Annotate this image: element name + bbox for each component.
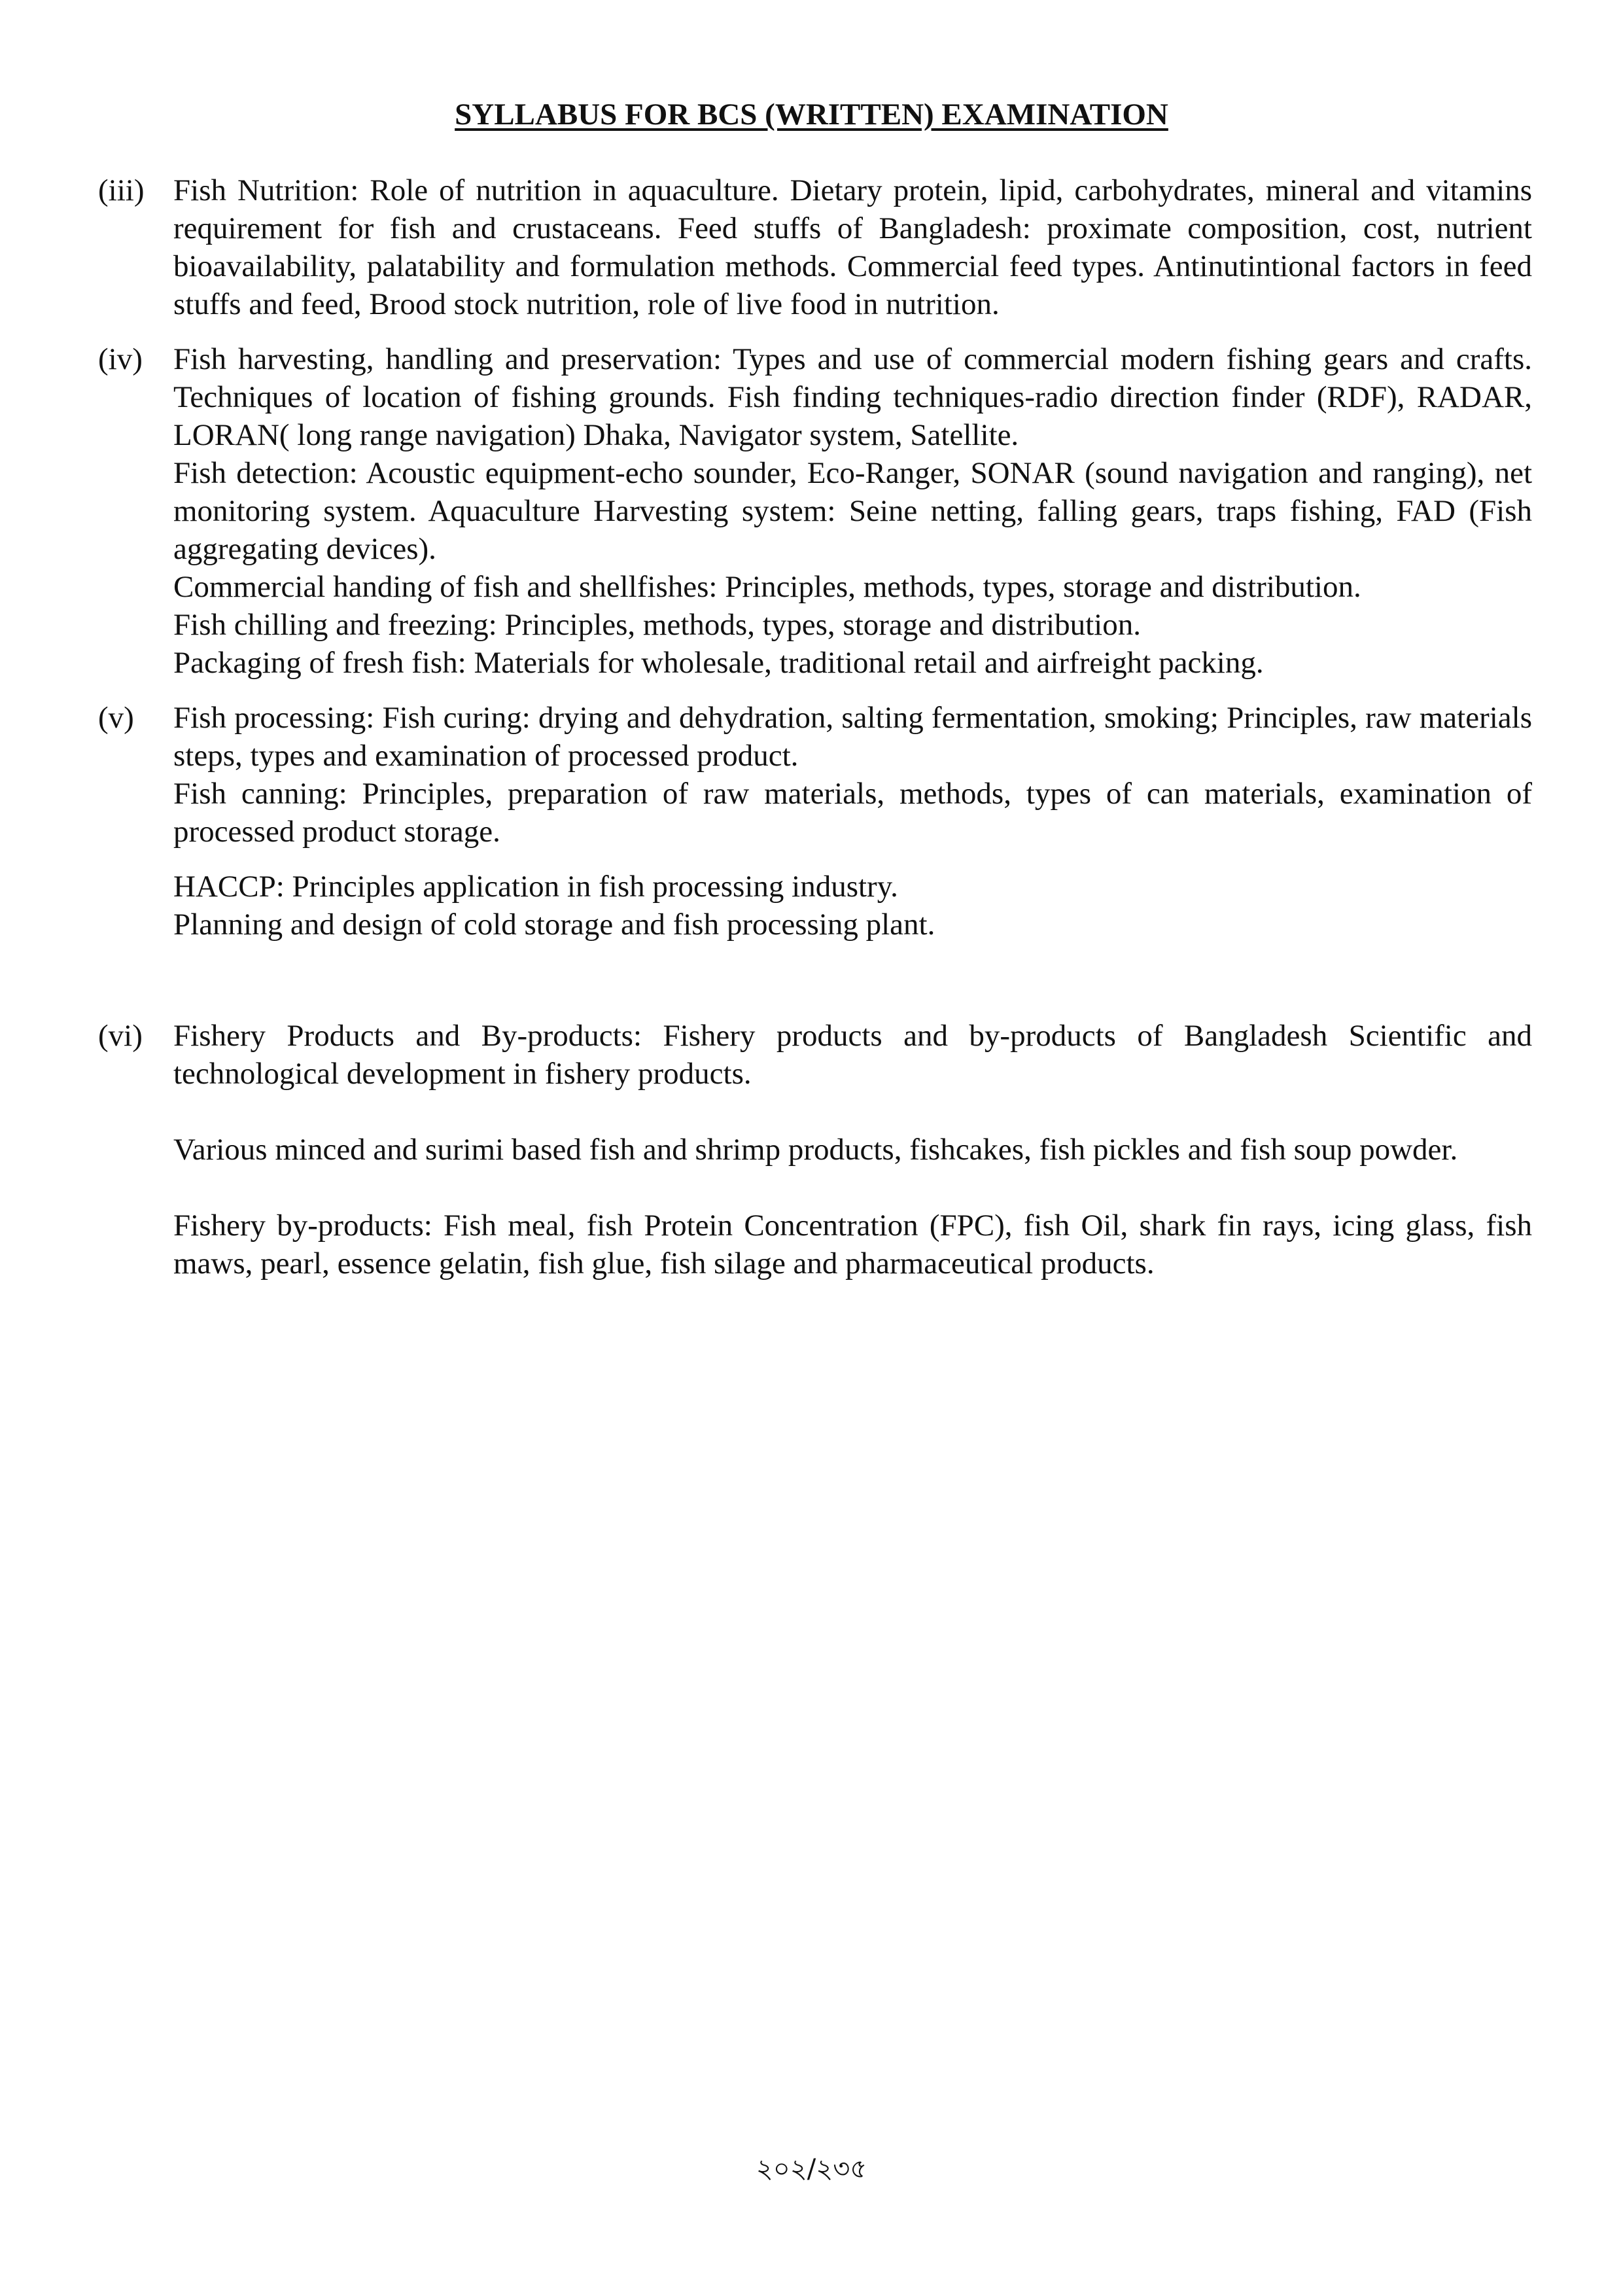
section-paragraph: Commercial handing of fish and shellfishes: Principles, methods, types, storage and distribution. [173,570,1361,604]
section-paragraph: HACCP: Principles application in fish processing industry. [173,870,898,904]
section-paragraph: Fish detection: Acoustic equipment-echo sounder, Eco-Ranger, SONAR (sound navigation and ranging), net monitoring system. Aquaculture Harvesting system: Seine netting, falling gears, traps fishing, FAD (Fish aggregating devices). [173,456,1532,566]
section-iv [98,340,1532,682]
section-number: (vi) [98,1019,143,1053]
section-paragraph: Fishery Products and By-products: Fishery products and by-products of Bangladesh Scientific and technological development in fishery products. [173,1019,1532,1091]
section-vi [98,1017,1532,1282]
section-iii [98,171,1532,323]
section-paragraph: Fish Nutrition: Role of nutrition in aquaculture. Dietary protein, lipid, carbohydrates, mineral and vitamins requirement for fish and crustaceans. Feed stuffs of Bangladesh: proximate composition, cost, nutrient bioavailability, palatability and formulation methods. Commercial feed types. Antinutintional factors in feed stuffs and feed, Brood stock nutrition, role of live food in nutrition. [173,173,1532,321]
section-paragraph: Fishery by-products: Fish meal, fish Protein Concentration (FPC), fish Oil, shark fin rays, icing glass, fish maws, pearl, essence gelatin, fish glue, fish silage and pharmaceutical products. [173,1209,1532,1280]
page-number: ২০২/২৩৫ [756,2154,867,2184]
section-number: (iv) [98,342,143,376]
section-paragraph: Fish chilling and freezing: Principles, methods, types, storage and distribution. [173,608,1141,642]
syllabus-sections [98,171,1532,1282]
section-paragraph: Planning and design of cold storage and fish processing plant. [173,908,935,942]
section-v [98,699,1532,944]
section-paragraph: Fish processing: Fish curing: drying and dehydration, salting fermentation, smoking; Principles, raw materials steps, types and examination of processed product. [173,701,1532,773]
section-number: (iii) [98,173,145,207]
section-paragraph: Fish canning: Principles, preparation of raw materials, methods, types of can materials, examination of processed product storage. [173,777,1532,849]
section-paragraph: Various minced and surimi based fish and shrimp products, fishcakes, fish pickles and fish soup powder. [173,1133,1458,1167]
section-number: (v) [98,701,134,735]
page-title: SYLLABUS FOR BCS (WRITTEN) EXAMINATION [455,97,1168,132]
section-paragraph: Fish harvesting, handling and preservation: Types and use of commercial modern fishing gears and crafts. Techniques of location of fishing grounds. Fish finding techniques-radio direction finder (RDF), RADAR, LORAN( long range navigation) Dhaka, Navigator system, Satellite. [173,342,1532,452]
section-paragraph: Packaging of fresh fish: Materials for wholesale, traditional retail and airfreight packing. [173,646,1264,680]
